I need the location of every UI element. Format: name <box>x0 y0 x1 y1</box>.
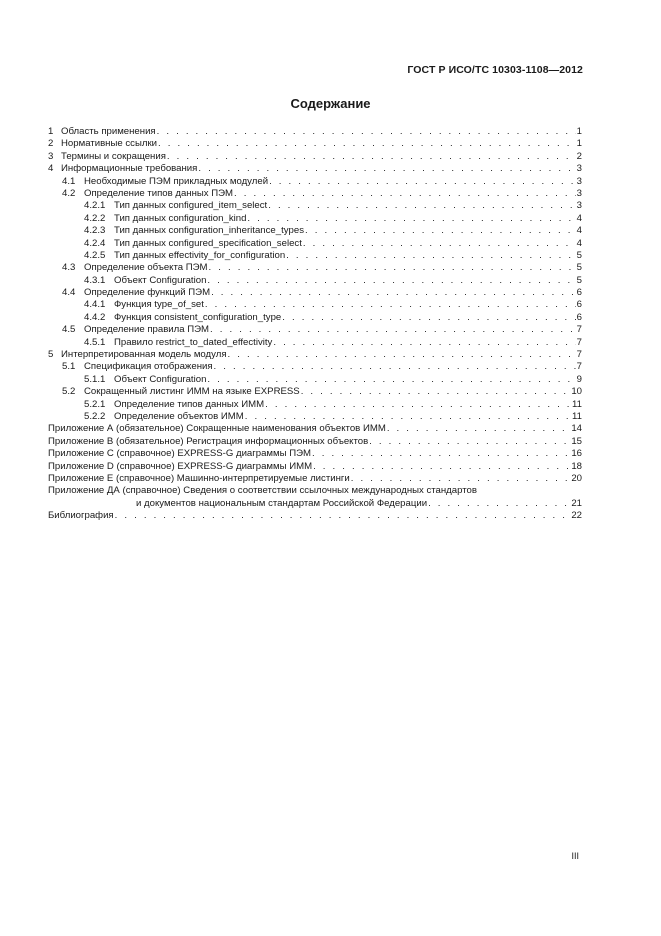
toc-entry-page: 14 <box>571 423 582 435</box>
toc-entry-number: 3 <box>48 150 54 162</box>
toc-entry-page: 4 <box>576 225 582 237</box>
toc-entry[interactable] <box>48 163 582 175</box>
toc-entry-title: Определение объекта ПЭМ <box>84 262 208 274</box>
toc-dot-leader <box>268 200 575 212</box>
toc-entry[interactable] <box>48 349 582 361</box>
toc-dot-leader <box>158 138 576 150</box>
toc-entry-page: 7 <box>576 324 582 336</box>
toc-dot-leader <box>305 225 576 237</box>
toc-entry-title: Библиография <box>48 510 114 522</box>
toc-entry-title: Нормативные ссылки <box>61 138 158 150</box>
toc-entry[interactable] <box>48 423 582 435</box>
toc-entry-title: Определение типов данных ИММ <box>114 398 265 410</box>
toc-entry[interactable] <box>48 411 582 423</box>
toc-dot-leader <box>269 176 576 188</box>
toc-entry-number: 4.3.1 <box>84 274 106 286</box>
toc-dot-leader <box>167 151 576 163</box>
toc-dot-leader <box>228 349 576 361</box>
toc-entry[interactable] <box>48 138 582 150</box>
toc-dot-leader <box>247 213 575 225</box>
toc-entry-number: 4.2.4 <box>84 237 106 249</box>
toc-entry[interactable] <box>48 361 582 373</box>
toc-dot-leader <box>214 361 576 373</box>
toc-entry[interactable] <box>48 448 582 460</box>
toc-entry-number: 5.1.1 <box>84 373 106 385</box>
toc-entry[interactable] <box>48 213 582 225</box>
document-code: ГОСТ Р ИСО/ТС 10303-1108—2012 <box>407 64 583 76</box>
toc-entry-title: Область применения <box>61 126 156 137</box>
toc-entry[interactable] <box>48 473 582 485</box>
toc-entry-title: Информационные требования <box>61 163 198 175</box>
toc-entry-page: 1 <box>576 126 582 137</box>
toc-entry-page: 4 <box>576 212 582 224</box>
toc-entry-page: 7 <box>576 349 582 361</box>
toc-dot-leader <box>428 498 570 510</box>
toc-entry-page: 11 <box>572 410 582 422</box>
toc-entry-number: 4.2.2 <box>84 212 106 224</box>
toc-entry-number: 4.2.1 <box>84 200 106 212</box>
toc-dot-leader <box>245 411 571 423</box>
toc-entry[interactable] <box>48 386 582 398</box>
toc-entry-title: Определение объектов ИММ <box>114 410 244 422</box>
toc-entry-page: 3 <box>576 163 582 175</box>
toc-dot-leader <box>273 337 575 349</box>
toc-entry-number: 5 <box>48 349 54 361</box>
toc-dot-leader <box>312 448 570 460</box>
toc-entry[interactable] <box>48 287 582 299</box>
toc-entry-number: 5.2.2 <box>84 410 106 422</box>
toc-entry-page: 7 <box>576 336 582 348</box>
toc-entry-title: Спецификация отображения <box>84 361 213 373</box>
toc-dot-leader <box>369 436 570 448</box>
toc-entry[interactable] <box>48 399 582 411</box>
toc-entry-title: Функция consistent_configuration_type <box>114 311 282 323</box>
toc-entry-number: 4.5.1 <box>84 336 106 348</box>
toc-entry-page: 5 <box>576 262 582 274</box>
toc-entry[interactable] <box>48 324 582 336</box>
toc-entry-page: 7 <box>576 361 582 373</box>
toc-entry-page: 5 <box>576 249 582 261</box>
toc-entry-title: Определение типов данных ПЭМ <box>84 187 234 199</box>
toc-entry[interactable] <box>48 238 582 250</box>
toc-entry[interactable] <box>48 250 582 262</box>
toc-dot-leader <box>351 473 571 485</box>
toc-entry-page: 6 <box>576 287 582 299</box>
toc-entry[interactable] <box>48 510 582 522</box>
toc-dot-leader <box>209 262 576 274</box>
toc-entry-number: 4.5 <box>62 324 76 336</box>
toc-entry-title: и документов национальным стандартам Российской Федерации <box>136 497 428 509</box>
toc-entry-title: Определение правила ПЭМ <box>84 324 210 336</box>
toc-entry-title: Правило restrict_to_dated_effectivity <box>114 336 273 348</box>
toc-entry-title: Термины и сокращения <box>61 150 166 162</box>
toc-dot-leader <box>115 510 571 522</box>
toc-dot-leader <box>198 163 575 175</box>
toc-entry-number: 4.4.2 <box>84 311 106 323</box>
toc-entry[interactable] <box>48 126 582 138</box>
toc-entry[interactable] <box>48 176 582 188</box>
toc-dot-leader <box>265 399 571 411</box>
toc-entry[interactable] <box>48 188 582 200</box>
toc-dot-leader <box>286 250 575 262</box>
toc-entry-number: 4.2 <box>62 187 76 199</box>
page-title: Содержание <box>290 96 371 111</box>
toc-dot-leader <box>234 188 576 200</box>
toc-entry-number: 5.1 <box>62 361 76 373</box>
toc-entry-title: Приложение D (справочное) EXPRESS-G диаграммы ИММ <box>48 460 313 472</box>
toc-entry[interactable] <box>48 337 582 349</box>
toc-entry-title: Функция type_of_set <box>114 299 204 311</box>
toc-entry-page: 21 <box>571 497 582 509</box>
toc-entry[interactable] <box>48 374 582 386</box>
toc-entry[interactable] <box>48 151 582 163</box>
toc-dot-leader <box>205 299 576 311</box>
toc-entry-title: Приложение А (обязательное) Сокращенные наименования объектов ИММ <box>48 423 386 435</box>
toc-entry[interactable] <box>48 262 582 274</box>
toc-dot-leader <box>207 275 575 287</box>
toc-entry[interactable] <box>48 225 582 237</box>
toc-dot-leader <box>210 324 576 336</box>
toc-entry-title: Необходимые ПЭМ прикладных модулей <box>84 175 269 187</box>
toc-entry[interactable] <box>48 485 582 497</box>
toc-entry-number: 1 <box>48 126 54 137</box>
toc-entry-title: Приложение ДА (справочное) Сведения о соответствии ссылочных международных стандартов <box>48 485 477 497</box>
toc-entry-number: 4.4.1 <box>84 299 106 311</box>
toc-entry-title: Тип данных configured_item_select <box>114 200 268 212</box>
toc-entry-number: 2 <box>48 138 54 150</box>
toc-entry-page: 18 <box>571 460 582 472</box>
toc-entry-page: 11 <box>572 398 582 410</box>
toc-entry-number: 4.2.3 <box>84 225 106 237</box>
toc-entry-title: Приложение В (обязательное) Регистрация информационных объектов <box>48 435 369 447</box>
toc-entry-page: 4 <box>576 237 582 249</box>
toc-entry-number: 5.2.1 <box>84 398 106 410</box>
toc-entry-page: 2 <box>576 150 582 162</box>
toc-entry-title: Тип данных configured_specification_select <box>114 237 302 249</box>
toc-entry-number: 4 <box>48 163 54 175</box>
toc-dot-leader <box>157 126 576 138</box>
toc-entry-page: 9 <box>576 373 582 385</box>
toc-entry[interactable] <box>48 498 582 510</box>
toc-entry-page: 10 <box>571 386 582 398</box>
page-number: III <box>571 851 579 861</box>
toc-entry-number: 4.1 <box>62 175 76 187</box>
toc-entry-number: 4.2.5 <box>84 249 106 261</box>
toc-entry-page: 22 <box>571 510 582 522</box>
toc-entry[interactable] <box>48 299 582 311</box>
toc-entry-title: Определение функций ПЭМ <box>84 287 211 299</box>
toc-entry-page: 6 <box>576 311 582 323</box>
toc-entry-title: Тип данных configuration_inheritance_types <box>114 225 305 237</box>
toc-entry-page: 16 <box>571 448 582 460</box>
toc-dot-leader <box>387 423 571 435</box>
toc-entry-number: 4.3 <box>62 262 76 274</box>
toc-entry[interactable] <box>48 436 582 448</box>
toc-entry[interactable] <box>48 461 582 473</box>
toc-entry-title: Тип данных effectivity_for_configuration <box>114 249 286 261</box>
toc-entry-title: Интерпретированная модель модуля <box>61 349 227 361</box>
toc-entry-page: 1 <box>576 138 582 150</box>
toc-dot-leader <box>303 238 576 250</box>
toc-dot-leader <box>301 386 571 398</box>
toc-entry-page: 15 <box>571 435 582 447</box>
toc-dot-leader <box>282 312 575 324</box>
toc-entry-title: Объект Configuration <box>114 373 207 385</box>
toc-entry[interactable] <box>48 275 582 287</box>
toc-entry-page: 3 <box>576 187 582 199</box>
toc-entry-title: Объект Configuration <box>114 274 207 286</box>
toc-dot-leader <box>313 461 570 473</box>
toc-entry-title: Сокращенный листинг ИММ на языке EXPRESS <box>84 386 300 398</box>
toc-dot-leader <box>211 287 576 299</box>
table-of-contents <box>48 126 582 523</box>
toc-entry[interactable] <box>48 200 582 212</box>
toc-entry-page: 20 <box>571 472 582 484</box>
toc-entry[interactable] <box>48 312 582 324</box>
toc-entry-number: 4.4 <box>62 287 76 299</box>
toc-dot-leader <box>207 374 575 386</box>
toc-entry-title: Тип данных configuration_kind <box>114 212 247 224</box>
toc-entry-page: 3 <box>576 175 582 187</box>
toc-entry-title: Приложение Е (справочное) Машинно-интерпретируемые листинги <box>48 472 350 484</box>
toc-entry-page: 3 <box>576 200 582 212</box>
toc-entry-number: 5.2 <box>62 386 76 398</box>
toc-entry-title: Приложение С (справочное) EXPRESS-G диаграммы ПЭМ <box>48 448 311 460</box>
toc-entry-page: 6 <box>576 299 582 311</box>
toc-entry-page: 5 <box>576 274 582 286</box>
